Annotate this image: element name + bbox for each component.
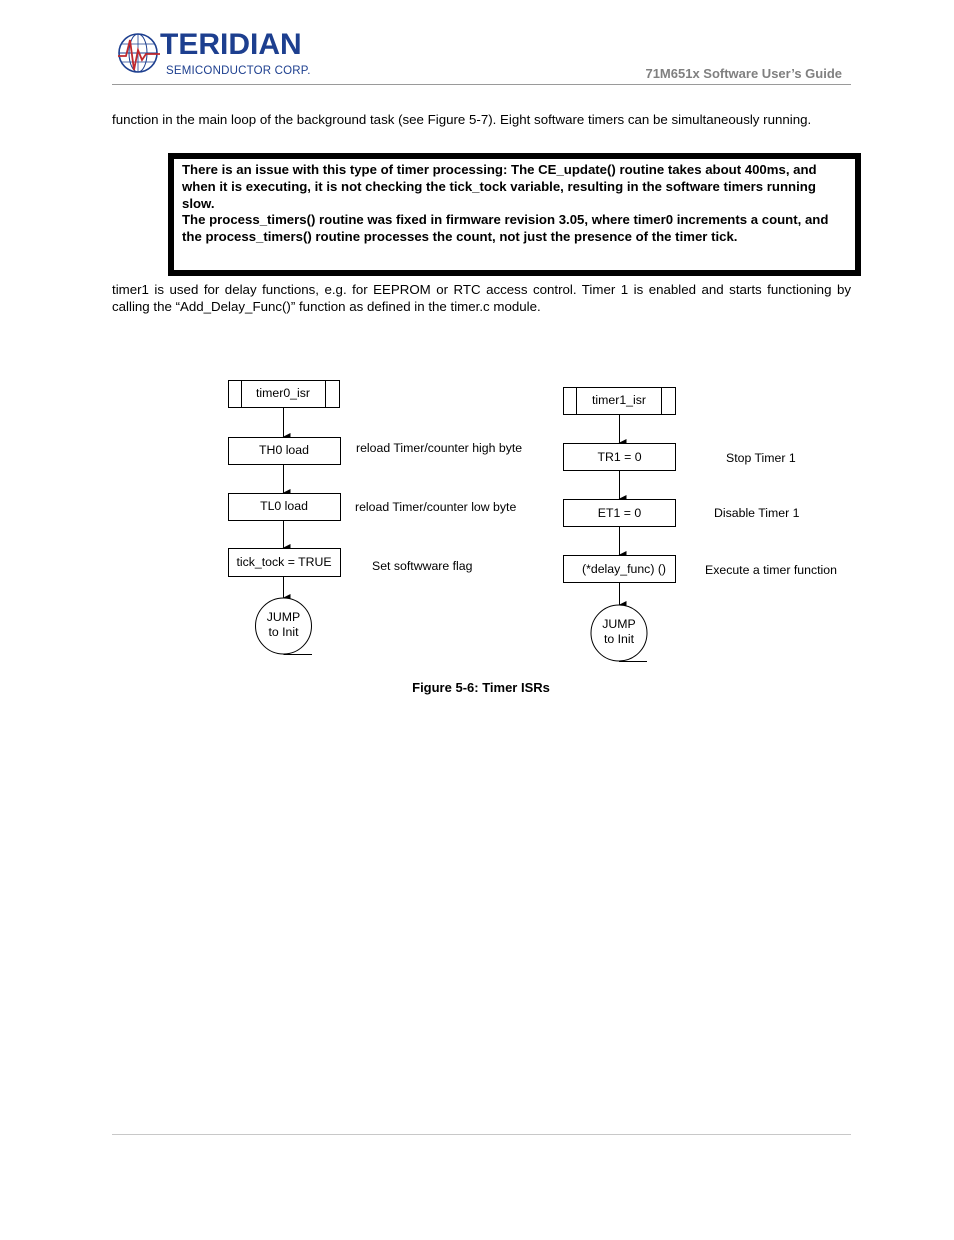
- disable-timer1-note: Disable Timer 1: [714, 506, 800, 520]
- footer-divider: [112, 1134, 851, 1135]
- jump-to-init-terminator: [591, 605, 647, 662]
- delay-func-box: [564, 556, 676, 583]
- logo-subtitle: SEMICONDUCTOR CORP.: [166, 65, 311, 77]
- timer1-isr-start-box: [564, 388, 676, 415]
- note-text-1: There is an issue with this type of timer processing: The CE_update() routine takes about 400ms, and when it is executing, it is not checking the tick_tock variable, resulting in the software timers running slow.: [182, 162, 817, 211]
- tick-tock-box: [229, 549, 341, 577]
- stop-timer1-note: Stop Timer 1: [726, 451, 796, 465]
- guide-title: 71M651x Software User’s Guide: [645, 66, 842, 81]
- tr1-label: TR1 = 0: [597, 450, 642, 464]
- execute-timer-function-note: Execute a timer function: [705, 563, 837, 577]
- et1-box: [564, 500, 676, 527]
- timer1-flowchart: [564, 388, 838, 662]
- intro-paragraph: function in the main loop of the background task (see Figure 5-7). Eight software timers can be simultaneously running.: [112, 112, 812, 127]
- to-init-label: to Init: [268, 625, 299, 639]
- to-init-label: to Init: [603, 632, 635, 646]
- jump-label: JUMP: [266, 610, 301, 624]
- timer1-isr-label: timer1_isr: [592, 393, 646, 407]
- tick-tock-label: tick_tock = TRUE: [236, 555, 332, 569]
- set-software-flag-note: Set softwware flag: [372, 559, 473, 573]
- tl0-load-label: TL0 load: [260, 499, 308, 513]
- delay-func-label: (*delay_func) (): [581, 562, 667, 576]
- reload-low-byte-note: reload Timer/counter low byte: [355, 500, 517, 514]
- timer0-isr-label: timer0_isr: [256, 386, 310, 400]
- jump-label: JUMP: [602, 617, 636, 631]
- figure-caption: Figure 5-6: Timer ISRs: [412, 680, 550, 695]
- reload-high-byte-note: reload Timer/counter high byte: [356, 441, 523, 455]
- tr1-box: [564, 444, 676, 471]
- timer1-paragraph: timer1 is used for delay functions, e.g. for EEPROM or RTC access control. Timer 1 is enabled and starts functioning by calling the “Add_Delay_Func()” function as defined in the timer.c module.: [112, 282, 851, 314]
- th0-load-box: [229, 438, 341, 465]
- timer0-flowchart: [229, 381, 523, 655]
- timer0-isr-start-box: [229, 381, 340, 408]
- th0-load-label: TH0 load: [259, 443, 309, 457]
- logo-wordmark: TERIDIAN: [160, 30, 302, 61]
- et1-label: ET1 = 0: [597, 506, 642, 520]
- tl0-load-box: [229, 494, 341, 521]
- jump-to-init-terminator: [256, 598, 313, 655]
- note-text-2: The process_timers() routine was fixed in firmware revision 3.05, where timer0 increments a count, and the process_timers() routine processes the count, not just the presence of the timer tick.: [182, 212, 829, 245]
